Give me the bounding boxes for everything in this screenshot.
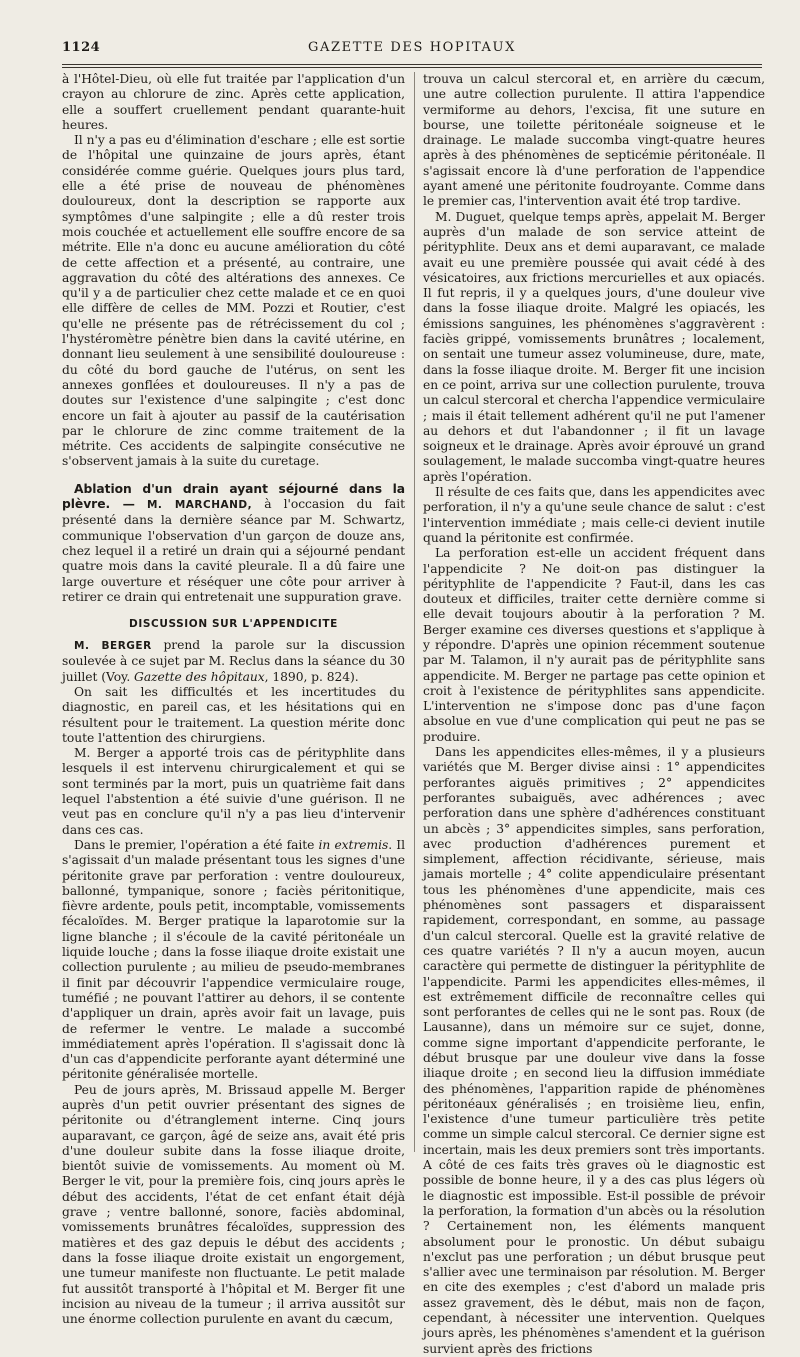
page-header — [62, 40, 762, 62]
discussion-paragraph — [62, 638, 405, 685]
journal-title: GAZETTE DES HOPITAUX — [308, 40, 516, 55]
paragraph: à l'Hôtel-Dieu, où elle fut traitée par l'application d'un crayon au chlorure de zinc. Après cette application, elle a souffert cruellement pendant quarante-huit heures. — [62, 72, 405, 132]
discussion-heading: DISCUSSION SUR L'APPENDICITE — [129, 618, 338, 631]
page-number: 1124 — [62, 40, 101, 55]
section-text: à l'occasion du fait présenté dans la dernière séance par M. Schwartz, communique l'observation d'un garçon de douze ans, chez lequel il a retiré un drain qui a séjourné pendant quatre mois dans la cavité pleurale. Il a dû faire une large ouverture et réséquer une côte pour arriver à retirer ce drain qui entretenait une suppuration grave. — [62, 497, 406, 604]
header-rule-double — [62, 67, 762, 68]
discussion-author: M. BERGER — [74, 640, 152, 653]
paragraph-text: Dans le premier, l'opération a été faite — [74, 837, 319, 852]
column-separator — [414, 72, 415, 1152]
discussion-citation: Gazette des hôpitaux — [134, 669, 265, 684]
paragraph: M. Berger a apporté trois cas de pérityphlite dans lesquels il est intervenu chirurgicalement et qui se sont terminés par la mort, puis un quatrième fait dans lequel l'abstention a été suivie d'une guérison. Il ne veut pas en conclure qu'il n'y a pas lieu d'intervenir dans ces cas. — [62, 746, 405, 837]
paragraph: Il résulte de ces faits que, dans les appendicites avec perforation, il n'y a qu'une seule chance de salut : c'est l'intervention immédiate ; mais celle-ci devient inutile quand la péritonite est confirmée. — [423, 485, 765, 545]
latin-phrase: in extremis — [318, 837, 389, 852]
paragraph: trouva un calcul stercoral et, en arrière du cæcum, une autre collection purulente. Il attira l'appendice vermiforme au dehors, l'excisa, fit une suture en bourse, une toilette péritonéale soigneuse et le drainage. Le malade succomba vingt-quatre heures après à des phénomènes de septicémie péritonéale. Il s'agissait encore là d'une perforation de l'appendice ayant amené une péritonite foudroyante. Comme dans le premier cas, l'intervention avait été trop tardive. — [423, 72, 765, 209]
discussion-text-end: , 1890, p. 824). — [264, 669, 359, 684]
header-rule — [62, 64, 762, 65]
section-gap — [62, 470, 405, 482]
right-column — [423, 72, 766, 1356]
paragraph: On sait les difficultés et les incertitudes du diagnostic, en pareil cas, et les hésitations qui en résultent pour le traitement. La question mérite donc toute l'attention des chirurgiens. — [62, 684, 405, 745]
discussion-text: prend la parole sur la discussion soulevée à ce sujet par M. Reclus dans la séance du 30 juillet (Voy. — [62, 638, 405, 684]
paragraph-text: . Il s'agissait d'un malade présentant tous les signes d'une péritonite grave par perforation : ventre douloureux, ballonné, tympanique, sonore ; faciès péritonitique, fièvre ardente, pouls petit, incomptable, vomissements fécaloïdes. M. Berger pratique la laparotomie sur la ligne blanche ; il s'écoule de la cavité péritonéale un liquide louche ; dans la fosse iliaque droite existait une collection purulente ; au milieu de pseudo-membranes il finit par découvrir l'appendice vermiculaire rouge, tuméfié ; ne pouvant l'attirer au dehors, il se contente d'appliquer un drain, après avoir fait un lavage, puis de refermer le ventre. Le malade a succombé immédiatement après l'opération. Il s'agissait donc là d'un cas d'appendicite perforante ayant déterminé une péritonite généralisée mortelle. — [62, 837, 405, 1082]
left-column — [62, 72, 406, 1327]
paragraph: Dans les appendicites elles-mêmes, il y a plusieurs variétés que M. Berger divise ainsi : 1° appendicites perforantes aiguës primitives ; 2° appendicites perforantes subaiguës, avec adhérences ; avec perforation dans une sphère d'adhérences constituant un abcès ; 3° appendicites simples, sans perforation, avec production d'adhérences purement et simplement, affection récidivante, sérieuse, mais jamais mortelle ; 4° colite appendiculaire présentant tous les phénomènes d'une appendicite, mais ces phénomènes sont passagers et disparaissent rapidement, correspondant, en somme, au passage d'un calcul stercoral. Quelle est la gravité relative de ces quatre variétés ? Il n'y a aucun moyen, aucun caractère qui permette de distinguer la pérityphlite de l'appendicite. Parmi les appendicites elles-mêmes, il est extrêmement difficile de reconnaître celles qui sont perforantes de celles qui ne le sont pas. Roux (de Lausanne), dans un mémoire sur ce sujet, donne, comme signe important d'appendicite perforante, le début brusque par une douleur vive dans la fosse iliaque droite ; en second lieu la diffusion immédiate des phénomènes, l'apparition rapide de phénomènes péritonéaux généralisés ; en troisième lieu, enfin, l'existence d'une tumeur particulière très petite comme un simple calcul stercoral. Ce dernier signe est incertain, mais les deux premiers sont très importants. A côté de ces faits très graves où le diagnostic est possible de bonne heure, il y a des cas plus légers où le diagnostic est impossible. Est-il possible de prévoir la perforation, la formation d'un abcès ou la résolution ? Certainement non, les éléments manquent absolument pour le pronostic. Un début subaigu n'exclut pas une perforation ; un début brusque peut s'allier avec une terminaison par résolution. M. Berger en cite des exemples ; c'est d'abord un malade pris assez gravement, dès le début, mais non de façon, cependant, à nécessiter une intervention. Quelques jours après, les phénomènes s'amendent et la guérison survient après des frictions — [423, 745, 765, 1356]
paragraph: M. Duguet, quelque temps après, appelait M. Berger auprès d'un malade de son service atteint de pérityphlite. Deux ans et demi auparavant, ce malade avait eu une première poussée qui avait cédé à des vésicatoires, aux frictions mercurielles et aux opiacés. Il fut repris, il y a quelques jours, d'une douleur vive dans la fosse iliaque droite. Malgré les opiacés, les émissions sanguines, les phénomènes s'aggravèrent : faciès grippé, vomissements brunâtres ; localement, on sentait une tumeur assez volumineuse, dure, mate, dans la fosse iliaque droite. M. Berger fit une incision en ce point, arriva sur une collection purulente, trouva un calcul stercoral et chercha l'appendice vermiculaire ; mais il était tellement adhérent qu'il ne put l'amener au dehors et dut l'abandonner ; il fit un lavage soigneux et le drainage. Après avoir éprouvé un grand soulagement, le malade succomba vingt-quatre heures après l'opération. — [423, 209, 766, 484]
paragraph: Peu de jours après, M. Brissaud appelle M. Berger auprès d'un petit ouvrier présentant des signes de péritonite ou d'étranglement interne. Cinq jours auparavant, ce garçon, âgé de seize ans, avait été pris d'une douleur subite dans la fosse iliaque droite, bientôt suivie de vomissements. Au moment où M. Berger le vit, pour la première fois, cinq jours après le début des accidents, l'état de cet enfant était déjà grave ; ventre ballonné, sonore, faciès abdominal, vomissements brunâtres fécaloïdes, suppression des matières et des gaz depuis le début des accidents ; dans la fosse iliaque droite existait un engorgement, une tumeur manifeste non fluctuante. Le petit malade fut aussitôt transporté à l'hôpital et M. Berger fit une incision au niveau de la tumeur ; il arriva aussitôt sur une énorme collection purulente en avant du cæcum, — [62, 1082, 405, 1327]
section-paragraph — [62, 482, 405, 605]
paragraph: Il n'y a pas eu d'élimination d'eschare ; elle est sortie de l'hôpital une quinzaine de jours après, étant considérée comme guérie. Quelques jours plus tard, elle a été prise de nouveau de phénomènes douloureux, dont la description se rapporte aux symptômes d'une salpingite ; elle a dû rester trois mois couchée et actuellement elle souffre encore de sa métrite. Elle n'a donc eu aucune amélioration du côté de cette affection et a présenté, au contraire, une aggravation du côté des altérations des annexes. Ce qu'il y a de particulier chez cette malade et ce en quoi elle diffère de celles de MM. Pozzi et Routier, c'est qu'elle ne présente pas de rétrécissement du col ; l'hystéromètre pénètre bien dans la cavité utérine, en donnant lieu seulement à une sensibilité douloureuse : du côté du bord gauche de l'utérus, on sent les annexes gonflées et douloureuses. Il n'y a pas de doutes sur l'existence d'une salpingite ; c'est donc encore un fait à ajouter au passif de la cautérisation par le chlorure de zinc comme traitement de la métrite. Ces accidents de salpingite consécutive ne s'observent jamais à la suite du curetage. — [62, 133, 405, 469]
paragraph: La perforation est-elle un accident fréquent dans l'appendicite ? Ne doit-on pas distinguer la pérityphlite de l'appendicite ? Faut-il, dans les cas douteux et difficiles, traiter cette dernière comme si elle devait toujours aboutir à la perforation ? M. Berger examine ces diverses questions et s'applique à y répondre. D'après une opinion récemment soutenue par M. Talamon, il n'y aurait pas de pérityphlite sans appendicite. M. Berger ne partage pas cette opinion et croit à l'existence de pérityphlites sans appendicite. L'intervention ne s'impose donc pas d'une façon absolue en vue d'une complication qui peut ne pas se produire. — [423, 546, 765, 744]
section-gap — [62, 605, 405, 617]
section-author: M. MARCHAND, — [146, 499, 253, 512]
paragraph — [62, 838, 405, 1083]
section-title: Ablation d'un drain ayant séjourné dans la plèvre. — — [62, 481, 405, 512]
